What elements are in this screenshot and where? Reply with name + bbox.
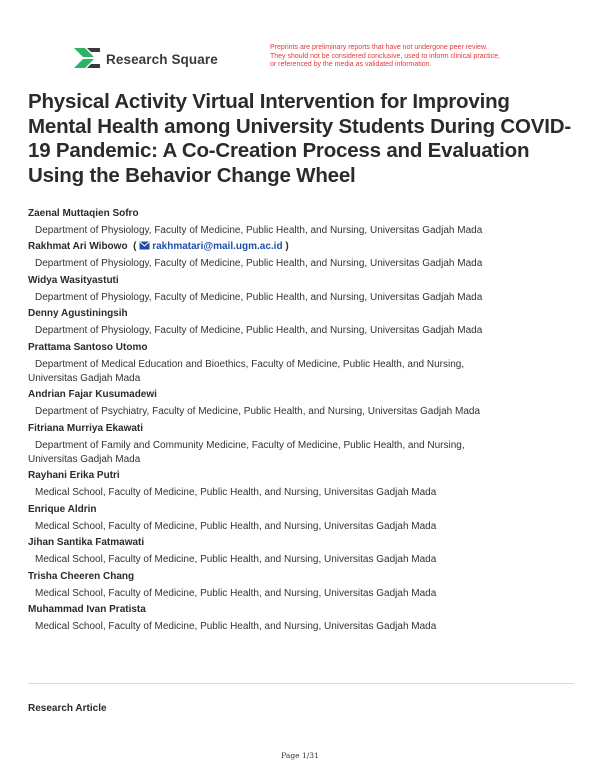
author-entry [28, 536, 578, 567]
author-entry [28, 603, 578, 634]
affiliation-line: Department of Psychiatry, Faculty of Medicine, Public Health, and Nursing, Universitas Gadjah Mada [35, 406, 481, 417]
author-name-row [28, 274, 578, 288]
email-paren-close: ) [282, 241, 289, 252]
preprint-notice [270, 44, 532, 70]
author-entry [28, 469, 578, 500]
affiliation-line: Medical School, Faculty of Medicine, Public Health, and Nursing, Universitas Gadjah Mada [35, 520, 437, 532]
author-affiliation [28, 224, 578, 238]
author-affiliation [28, 324, 578, 338]
research-square-logo-icon [74, 48, 100, 70]
author-affiliation [28, 291, 578, 305]
affiliation-line: Medical School, Faculty of Medicine, Public Health, and Nursing, Universitas Gadjah Mada [35, 554, 437, 565]
notice-line: They should not be considered conclusive, used to inform clinical practice, [270, 52, 500, 60]
author-name-row [28, 536, 578, 550]
affiliation-line: Universitas Gadjah Mada [28, 372, 141, 384]
author-name: Andrian Fajar Kusumadewi [28, 389, 157, 400]
author-email-link[interactable] [139, 241, 282, 252]
article-type: Research Article [28, 703, 107, 714]
affiliation-line: Medical School, Faculty of Medicine, Public Health, and Nursing, Universitas Gadjah Mada [35, 487, 437, 498]
author-entry [28, 307, 578, 338]
author-name: Enrique Aldrin [28, 503, 97, 515]
author-affiliation [28, 520, 578, 534]
notice-line: Preprints are preliminary reports that have not undergone peer review. [270, 44, 488, 51]
author-name: Trisha Cheeren Chang [28, 570, 135, 582]
affiliation-line: Department of Physiology, Faculty of Medicine, Public Health, and Nursing, Universitas Gadjah Mada [35, 258, 483, 269]
author-affiliation [28, 486, 578, 500]
author-name-row [28, 469, 578, 483]
paper-title: Physical Activity Virtual Intervention for Improving Mental Health among University Students During COVID-19 Pandemic: A Co-Creation Process and Evaluation Using the Behavior Change Wheel [28, 90, 571, 187]
author-list [28, 204, 578, 634]
email-paren-open: ( [127, 241, 140, 252]
author-entry [28, 422, 578, 467]
author-name-row [28, 570, 578, 584]
page-number: Page 1/31 [281, 751, 319, 760]
affiliation-line: Department of Physiology, Faculty of Medicine, Public Health, and Nursing, Universitas Gadjah Mada [35, 291, 483, 303]
author-affiliation [28, 257, 578, 271]
author-name-row [28, 503, 578, 517]
author-entry [28, 570, 578, 601]
author-name: Zaenal Muttaqien Sofro [28, 207, 139, 219]
author-affiliation [28, 553, 578, 567]
notice-line: or referenced by the media as validated information. [270, 61, 432, 69]
author-name: Jihan Santika Fatmawati [28, 537, 145, 548]
author-affiliation [28, 439, 578, 467]
author-affiliation [28, 620, 578, 634]
affiliation-line: Medical School, Faculty of Medicine, Public Health, and Nursing, Universitas Gadjah Mada [35, 621, 437, 632]
author-name-row [28, 603, 578, 617]
author-name: Fitriana Murriya Ekawati [28, 422, 144, 434]
author-affiliation [28, 405, 578, 419]
brand-name-main: Research [106, 51, 168, 67]
author-name: Prattama Santoso Utomo [28, 341, 148, 353]
author-entry [28, 503, 578, 534]
author-affiliation [28, 358, 578, 386]
author-name-row [28, 422, 578, 436]
author-entry [28, 341, 578, 386]
author-entry [28, 240, 578, 271]
affiliation-line: Department of Medical Education and Bioethics, Faculty of Medicine, Public Health, and Nursing, [35, 358, 465, 370]
author-name: Rayhani Erika Putri [28, 470, 120, 481]
brand-name-suffix: Square [171, 51, 218, 67]
author-entry [28, 274, 578, 305]
affiliation-line: Department of Physiology, Faculty of Medicine, Public Health, and Nursing, Universitas Gadjah Mada [35, 325, 483, 336]
author-name-row [28, 207, 578, 221]
author-affiliation [28, 587, 578, 601]
affiliation-line: Medical School, Faculty of Medicine, Public Health, and Nursing, Universitas Gadjah Mada [35, 587, 437, 599]
affiliation-line: Universitas Gadjah Mada [28, 453, 141, 465]
author-name-row [28, 240, 578, 254]
author-name-row [28, 388, 578, 402]
affiliation-line: Department of Physiology, Faculty of Medicine, Public Health, and Nursing, Universitas Gadjah Mada [35, 224, 483, 236]
envelope-icon [139, 241, 150, 250]
author-name-row [28, 341, 578, 355]
research-square-logo[interactable] [74, 48, 218, 70]
author-name: Denny Agustiningsih [28, 308, 128, 319]
author-entry [28, 207, 578, 238]
author-email: rakhmatari@mail.ugm.ac.id [152, 241, 283, 252]
author-name-row [28, 307, 578, 321]
divider [28, 683, 574, 684]
brand-name [106, 52, 218, 67]
author-name: Muhammad Ivan Pratista [28, 604, 146, 615]
author-entry [28, 388, 578, 419]
author-name: Widya Wasityastuti [28, 274, 119, 286]
author-name: Rakhmat Ari Wibowo [28, 241, 128, 252]
affiliation-line: Department of Family and Community Medicine, Faculty of Medicine, Public Health, and Nursing, [35, 439, 465, 451]
